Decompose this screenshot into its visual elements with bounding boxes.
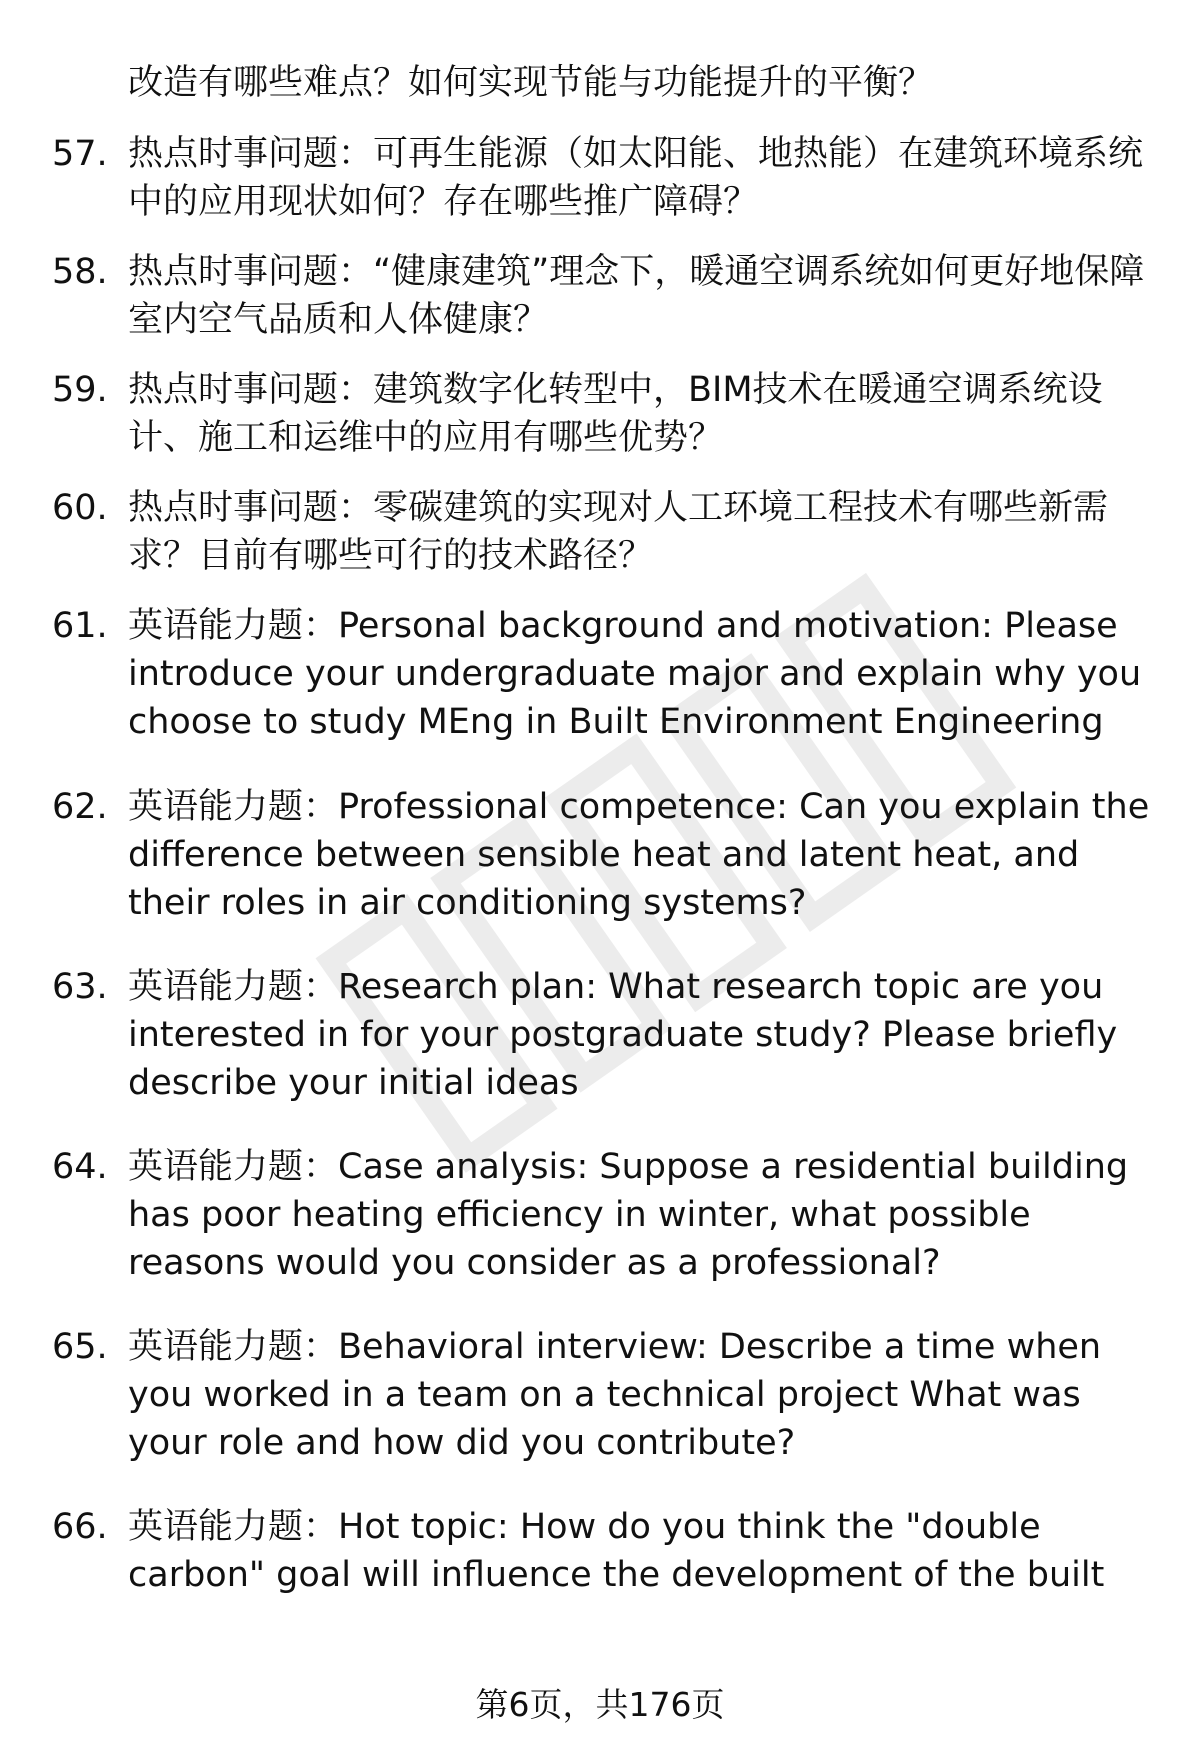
list-item	[52, 783, 1152, 927]
list-item	[52, 248, 1152, 344]
item-text: 热点时事问题：“健康建筑”理念下，暖通空调系统如何更好地保障室内空气品质和人体健康？	[128, 252, 1145, 340]
item-number: 58.	[52, 252, 108, 292]
list-item	[52, 130, 1152, 226]
item-number: 64.	[52, 1147, 108, 1187]
list-item	[52, 963, 1152, 1107]
list-item	[52, 1323, 1152, 1467]
item-number: 66.	[52, 1507, 108, 1547]
item-text: 热点时事问题：零碳建筑的实现对人工环境工程技术有哪些新需求？目前有哪些可行的技术路径？	[128, 488, 1109, 576]
item-text: 英语能力题：Hot topic: How do you think the "double carbon" goal will influence the development of the built	[128, 1507, 1105, 1595]
item-number: 62.	[52, 787, 108, 827]
continuation-text: 改造有哪些难点？如何实现节能与功能提升的平衡？	[128, 63, 934, 103]
item-text: 英语能力题：Personal background and motivation: Please introduce your undergraduate major and explain why you choose to study MEng in Built Environment Engineering	[128, 606, 1142, 742]
item-text: 热点时事问题：可再生能源（如太阳能、地热能）在建筑环境系统中的应用现状如何？存在哪些推广障碍？	[128, 134, 1144, 222]
item-number: 65.	[52, 1327, 108, 1367]
item-number: 59.	[52, 370, 108, 410]
item-number: 63.	[52, 967, 108, 1007]
item-number: 57.	[52, 134, 108, 174]
list-item	[52, 602, 1152, 746]
item-text: 英语能力题：Behavioral interview: Describe a time when you worked in a team on a technical project What was your role and how did you contribute?	[128, 1327, 1102, 1463]
list-item	[52, 366, 1152, 462]
list-item	[52, 484, 1152, 580]
item-text: 英语能力题：Case analysis: Suppose a residential building has poor heating efficiency in winter, what possible reasons would you consider as a professional?	[128, 1147, 1129, 1283]
item-number: 60.	[52, 488, 108, 528]
item-text: 英语能力题：Professional competence: Can you explain the difference between sensible heat and latent heat, and their roles in air conditioning systems?	[128, 787, 1150, 923]
list-item	[52, 1143, 1152, 1287]
list-item	[52, 1503, 1152, 1599]
item-text: 热点时事问题：建筑数字化转型中，BIM技术在暖通空调系统设计、施工和运维中的应用有哪些优势？	[128, 370, 1103, 458]
item-number: 61.	[52, 606, 108, 646]
page-number-footer: 第6页，共176页	[475, 1685, 725, 1724]
item-text: 英语能力题：Research plan: What research topic are you interested in for your postgraduate study? Please briefly describe your initial ideas	[128, 967, 1118, 1103]
